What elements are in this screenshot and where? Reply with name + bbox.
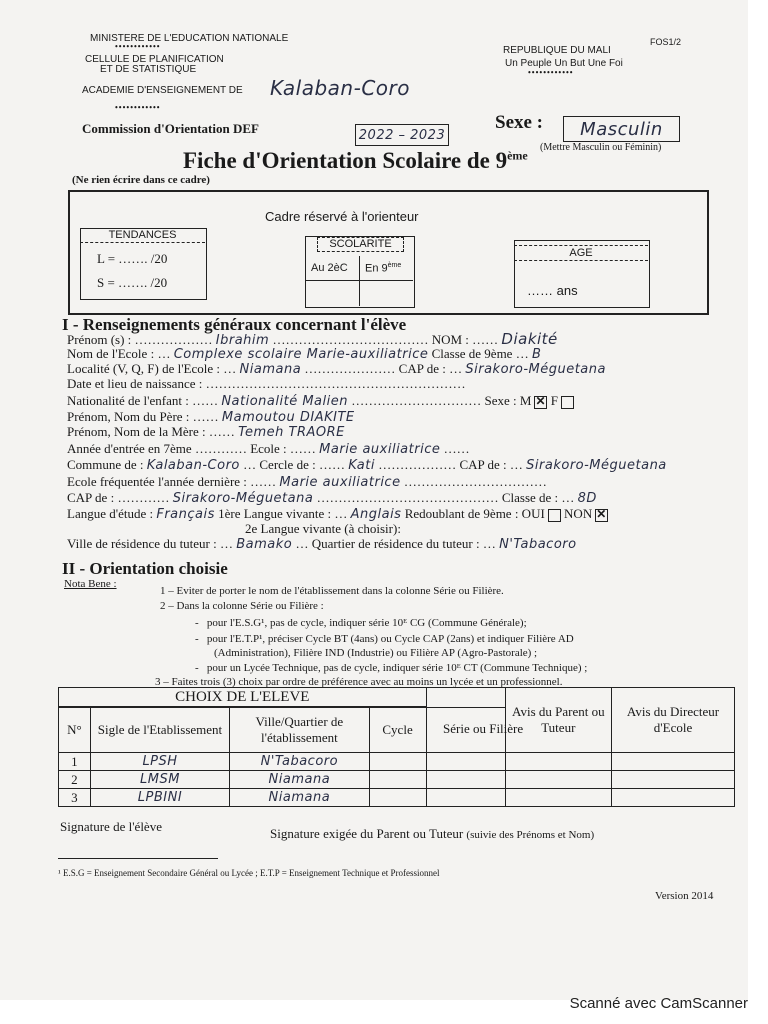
- academy-label: ACADEMIE D'ENSEIGNEMENT DE: [82, 85, 243, 96]
- au2ec-label: Au 2èC: [311, 262, 348, 274]
- table-row: 2 LMSM Niamana: [59, 771, 735, 789]
- divider: [359, 256, 360, 306]
- field-localite: Localité (V, Q, F) de l'Ecole : … Niamana ………………… CAP de : … Sirakoro-Méguetana: [67, 361, 606, 377]
- page-title: Fiche d'Orientation Scolaire de 9ème: [183, 148, 528, 173]
- choix-table: [58, 687, 735, 807]
- signature-eleve-label: Signature de l'élève: [60, 819, 162, 834]
- field-commune: Commune de : Kalaban-Coro … Cercle de : …… Kati ……………… CAP de : … Sirakoro-Méguetana: [67, 457, 667, 473]
- choix-table-title: CHOIX DE L'ELEVE: [59, 688, 427, 707]
- col-header-ville: Ville/Quartier de l'établissement: [230, 708, 369, 753]
- dotted-line: ••••••••••••: [528, 68, 574, 77]
- motto-label: Un Peuple Un But Une Foi: [505, 58, 623, 69]
- col-header-sigle: Sigle de l'Etablissement: [90, 708, 229, 753]
- cell-label-2: ET DE STATISTIQUE: [100, 64, 197, 75]
- camscanner-watermark: Scanné avec CamScanner: [569, 995, 748, 1012]
- sexe-box: [563, 116, 680, 142]
- col-header-num: N°: [59, 708, 91, 753]
- sexe-f-checkbox[interactable]: [561, 396, 574, 409]
- cell-label-1: CELLULE DE PLANIFICATION: [85, 54, 224, 65]
- score-l: L = ……. /20: [97, 251, 168, 266]
- form-code: FOS1/2: [650, 37, 682, 47]
- col-header-serie: Série ou Filière: [443, 721, 524, 736]
- nota-2: 2 – Dans la colonne Série ou Filière :: [160, 600, 324, 612]
- school-year-value: 2022 – 2023: [358, 128, 446, 143]
- field-prenom: Prénom (s) : ……………… Ibrahim ……………………………… NOM : …… Diakité: [67, 330, 558, 348]
- nota-bullet-2: - pour l'E.T.P¹, préciser Cycle BT (4ans) ou Cycle CAP (2ans) et indiquer Filière AD: [195, 633, 574, 645]
- nota-bullet-2b: (Administration), Filière IND (Industrie) ou Filière AP (Agro-Pastorale) ;: [214, 647, 538, 659]
- section-2-heading: II - Orientation choisie: [62, 559, 228, 578]
- sexe-label: Sexe :: [495, 112, 544, 133]
- commission-label: Commission d'Orientation DEF: [82, 121, 259, 136]
- field-naissance: Date et lieu de naissance : ……………………………………………………: [67, 376, 466, 391]
- dotted-line: ••••••••••••: [115, 103, 161, 112]
- field-ecole: Nom de l'Ecole : … Complexe scolaire Marie-auxiliatrice Classe de 9ème … B: [67, 346, 542, 362]
- dotted-line: ••••••••••••: [115, 42, 161, 51]
- footnote: ¹ E.S.G = Enseignement Secondaire Général ou Lycée ; E.T.P = Enseignement Technique et Professionnel: [58, 868, 440, 878]
- field-pere: Prénom, Nom du Père : …… Mamoutou DIAKITE: [67, 409, 355, 425]
- nota-1: 1 – Eviter de porter le nom de l'établissement dans la colonne Série ou Filière.: [160, 585, 504, 597]
- academy-value: Kalaban-Coro: [270, 76, 410, 100]
- field-lv2: 2e Langue vivante (à choisir):: [245, 521, 401, 536]
- age-label: AGE: [514, 245, 648, 261]
- score-s: S = ……. /20: [97, 275, 168, 290]
- sexe-value: Masculin: [580, 119, 663, 140]
- table-row: 1 LPSH N'Tabacoro: [59, 753, 735, 771]
- section-1-heading: I - Renseignements généraux concernant l'élève: [62, 315, 407, 334]
- table-row: 3 LPBINI Niamana: [59, 789, 735, 807]
- field-ecole-precedente: Ecole fréquentée l'année dernière : …… Marie auxiliatrice ……………………………: [67, 474, 547, 490]
- redoublant-non-checkbox[interactable]: [595, 509, 608, 522]
- footnote-rule: [58, 858, 218, 859]
- scolarite-label: SCOLARITE: [317, 237, 404, 252]
- age-value: …… ans: [527, 283, 578, 298]
- col-header-avis-parent: Avis du Parent ou Tuteur: [505, 688, 611, 753]
- nota-bene-label: Nota Bene :: [64, 578, 117, 590]
- sexe-m-checkbox[interactable]: [534, 396, 547, 409]
- redoublant-oui-checkbox[interactable]: [548, 509, 561, 522]
- orienteur-frame-title: Cadre réservé à l'orienteur: [265, 209, 419, 224]
- col-header-cycle: Cycle: [369, 708, 426, 753]
- nota-bullet-1: - pour l'E.S.G¹, pas de cycle, indiquer série 10ᴱ CG (Commune Générale);: [195, 617, 527, 629]
- field-cap-classe: CAP de : ………… Sirakoro-Méguetana …………………………………… Classe de : … 8D: [67, 490, 597, 506]
- field-nationalite: Nationalité de l'enfant : …… Nationalité Malien ………………………… Sexe : M✕ F: [67, 393, 574, 409]
- school-year-box: [355, 124, 449, 146]
- republic-label: REPUBLIQUE DU MALI: [503, 45, 611, 56]
- col-serie-dummy: [426, 688, 505, 708]
- signature-parent-label: Signature exigée du Parent ou Tuteur (suivie des Prénoms et Nom): [270, 826, 595, 841]
- field-langue: Langue d'étude : Français 1ère Langue vivante : … Anglais Redoublant de 9ème : OUI NON✕: [67, 506, 608, 522]
- field-annee-entree: Année d'entrée en 7ème ………… Ecole : …… Marie auxiliatrice ……: [67, 441, 470, 457]
- field-residence: Ville de résidence du tuteur : … Bamako … Quartier de résidence du tuteur : … N'Tabacoro: [67, 536, 577, 552]
- tendances-label: TENDANCES: [80, 228, 205, 243]
- nota-bullet-3: - pour un Lycée Technique, pas de cycle, indiquer série 10ᴱ CT (Commune Technique) ;: [195, 662, 588, 674]
- no-write-note: (Ne rien écrire dans ce cadre): [72, 174, 210, 186]
- field-mere: Prénom, Nom de la Mère : …… Temeh TRAORE: [67, 424, 345, 440]
- ministry-label: MINISTERE DE L'EDUCATION NATIONALE: [90, 33, 289, 44]
- version-label: Version 2014: [655, 890, 714, 902]
- en9-label: En 9ème: [365, 262, 402, 275]
- sexe-hint: (Mettre Masculin ou Féminin): [540, 142, 662, 153]
- nota-3: 3 – Faites trois (3) choix par ordre de préférence avec au moins un lycée et un professionnel.: [155, 676, 563, 688]
- col-header-avis-directeur: Avis du Directeur d'Ecole: [612, 688, 735, 753]
- divider: [305, 280, 413, 281]
